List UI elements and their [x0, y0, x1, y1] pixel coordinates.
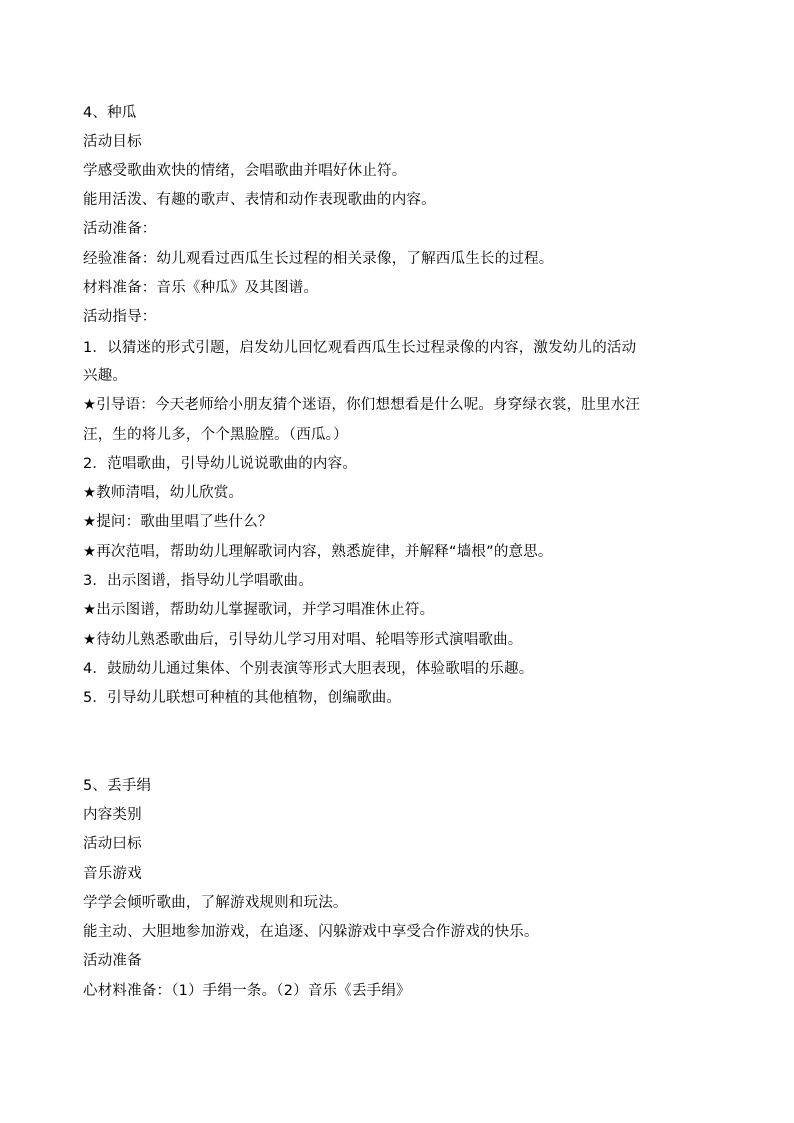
section-4-line: 2．范唱歌曲，引导幼儿说说歌曲的内容。	[83, 456, 358, 472]
section-5-line: 音乐游戏	[83, 866, 142, 882]
section-4-line: 5．引导幼儿联想可种植的其他植物，创编歌曲。	[83, 690, 402, 706]
section-4-line: ★再次范唱，帮助幼儿理解歌词内容，熟悉旋律，并解释“墙根”的意思。	[83, 544, 553, 560]
section-4-line: 活动目标	[83, 134, 142, 150]
section-5-line: 活动准备	[83, 953, 142, 969]
section-4-line: 活动准备：	[83, 221, 157, 237]
section-5-line: 学学会倾听歌曲，了解游戏规则和玩法。	[83, 895, 348, 911]
section-4-line: 4．鼓励幼儿通过集体、个别表演等形式大胆表现，体验歌唱的乐趣。	[83, 661, 534, 677]
section-4-line: 3．出示图谱，指导幼儿学唱歌曲。	[83, 573, 313, 589]
section-5-line: 心材料准备：（1）手绢一条。（2）音乐《丢手绢》	[83, 983, 411, 999]
section-4-line: 学感受歌曲欢快的情绪，会唱歌曲并唱好休止符。	[83, 163, 407, 179]
section-4-heading: 4、种瓜	[83, 105, 137, 121]
section-4-line: 兴趣。	[83, 368, 128, 384]
section-5-line: 活动曰标	[83, 836, 142, 852]
section-4-line: 活动指导：	[83, 309, 157, 325]
section-4-line: 能用活泼、有趣的歌声、表情和动作表现歌曲的内容。	[83, 192, 436, 208]
section-4-line: ★出示图谱，帮助幼儿掌握歌词，并学习唱准休止符。	[83, 602, 435, 618]
section-4-line: ★提问：歌曲里唱了些什么？	[83, 514, 273, 530]
section-4-line: 材料准备：音乐《种瓜》及其图谱。	[83, 280, 319, 296]
section-4-line: 经验准备：幼儿观看过西瓜生长过程的相关录像，了解西瓜生长的过程。	[83, 251, 554, 267]
section-5-heading: 5、丢手绢	[83, 778, 152, 794]
section-4-line: ★教师清唱，幼儿欣赏。	[83, 485, 244, 501]
section-4-line: 1．以猜迷的形式引题，启发幼儿回忆观看西瓜生长过程录像的内容，激发幼儿的活动	[83, 340, 637, 356]
section-5-line: 能主动、大胆地参加游戏，在追逐、闪躲游戏中享受合作游戏的快乐。	[83, 924, 539, 940]
section-4-line: 汪，生的将儿多，个个黑脸膛。（西瓜。）	[83, 427, 348, 443]
section-4-line: ★待幼儿熟悉歌曲后，引导幼儿学习用对唱、轮唱等形式演唱歌曲。	[83, 632, 523, 648]
section-4-line: ★引导语：今天老师给小朋友猜个迷语，你们想想看是什么呢。身穿绿衣裳，肚里水汪	[83, 397, 641, 413]
section-5-line: 内容类别	[83, 807, 142, 823]
